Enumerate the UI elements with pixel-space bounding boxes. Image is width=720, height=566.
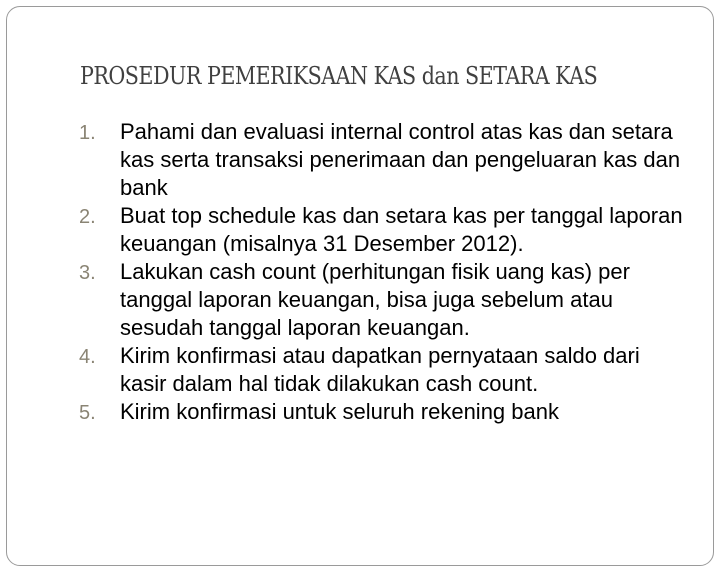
list-item — [0, 202, 720, 258]
list-item-number: 1. — [79, 122, 96, 144]
list-item — [0, 342, 720, 398]
list-item-text: Lakukan cash count (perhitungan fisik uang kas) per tanggal laporan keuangan, bisa juga sebelum atau sesudah tanggal laporan keuangan. — [120, 259, 630, 340]
list-item-text: Pahami dan evaluasi internal control atas kas dan setara kas serta transaksi penerimaan dan pengeluaran kas dan bank — [120, 119, 681, 200]
list-item-text: Kirim konfirmasi untuk seluruh rekening bank — [120, 399, 559, 424]
list-item-text: Buat top schedule kas dan setara kas per tanggal laporan keuangan (misalnya 31 Desember 2012). — [120, 203, 683, 256]
slide-title: PROSEDUR PEMERIKSAAN KAS dan SETARA KAS — [80, 62, 598, 90]
list-item-text: Kirim konfirmasi atau dapatkan pernyataan saldo dari kasir dalam hal tidak dilakukan cash count. — [120, 343, 640, 396]
list-item-number: 3. — [79, 262, 96, 284]
list-item-number: 5. — [79, 402, 96, 424]
procedure-list — [0, 118, 720, 426]
list-item — [0, 258, 720, 342]
list-item — [0, 118, 720, 202]
list-item-number: 2. — [79, 206, 96, 228]
list-item — [0, 398, 720, 426]
list-item-number: 4. — [79, 346, 96, 368]
